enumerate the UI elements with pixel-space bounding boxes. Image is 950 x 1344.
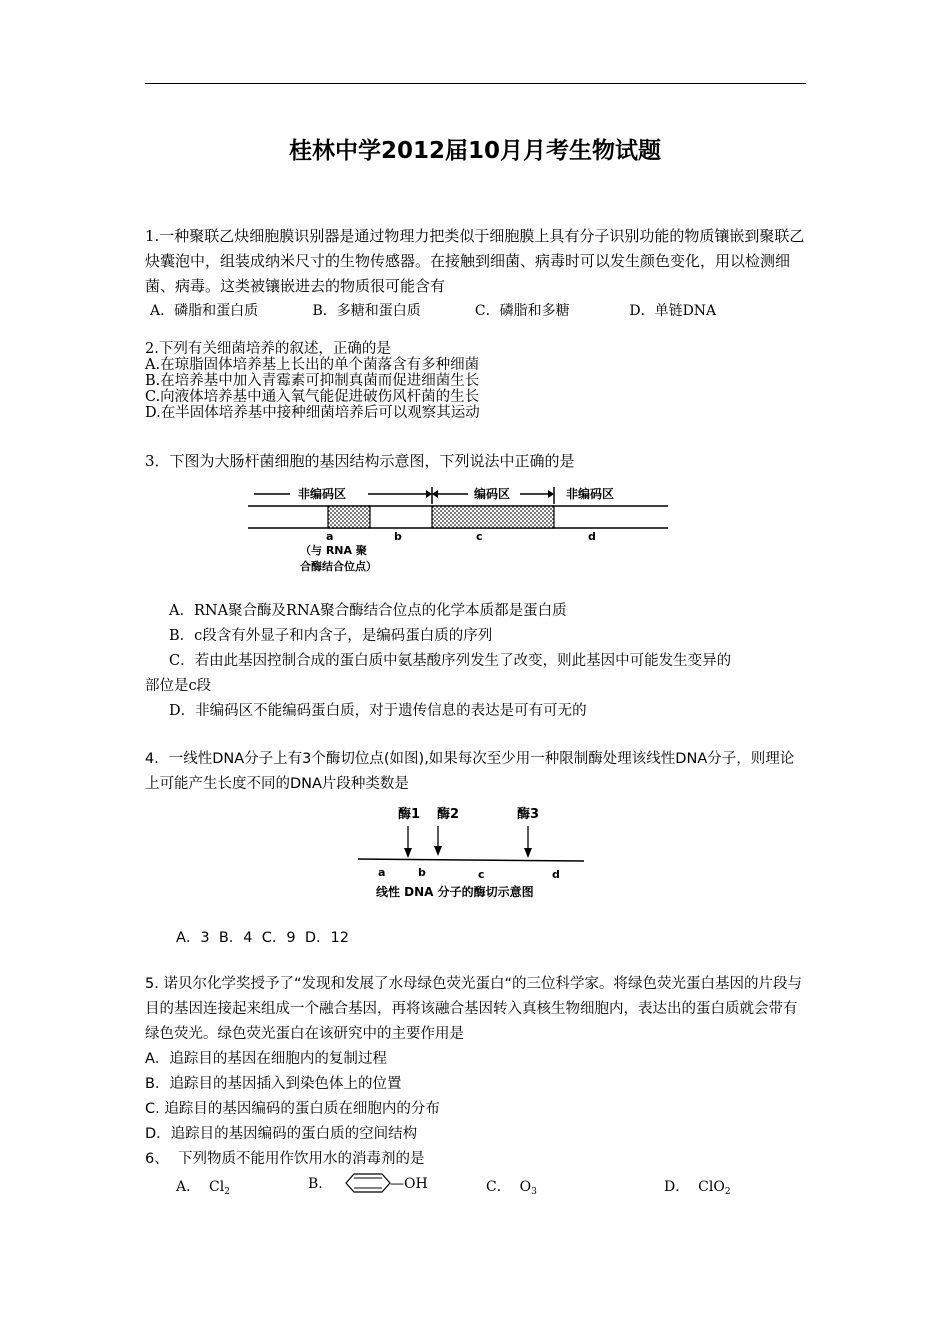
q1-options [150,300,716,320]
q1-option-b: B．多糖和蛋白质 [312,303,421,319]
q5-block [145,972,807,1172]
header-rule [145,83,806,84]
q3-option-b: B．c段含有外显子和内含子，是编码蛋白质的序列 [169,628,493,644]
page-title: 桂林中学2012届10月月考生物试题 [288,138,662,164]
q3-options [145,599,807,724]
q2-option-d: D.在半固体培养基中接种细菌培养后可以观察其运动 [145,405,480,421]
label-b: b [394,530,402,543]
q1-option-d: D．单链DNA [629,303,717,319]
dna-enzyme-cut-diagram [352,800,592,905]
q3-option-c-cont: 部位是c段 [145,678,212,694]
q6-option-b-group: —OH [390,1176,428,1192]
q3-option-a: A．RNA聚合酶及RNA聚合酶结合位点的化学本质都是蛋白质 [169,603,567,619]
dna-diagram-caption: 线性 DNA 分子的酶切示意图 [376,885,534,899]
segment-a-box [328,506,370,528]
q2-option-a: A.在琼脂固体培养基上长出的单个菌落含有多种细菌 [145,357,480,373]
dna-label-c: c [478,868,485,881]
q3-option-d: D．非编码区不能编码蛋白质，对于遗传信息的表达是可有可无的 [169,703,587,719]
q5-option-a: A．追踪目的基因在细胞内的复制过程 [145,1051,387,1067]
label-d: d [588,530,596,543]
enzyme1-label: 酶1 [398,807,421,822]
dna-label-a: a [378,866,386,879]
q6-option-c: C． $O_3$ [486,1179,537,1197]
q1-stem: 1.一种聚联乙炔细胞膜识别器是通过物理力把类似于细胞膜上具有分子识别功能的物质镶嵌到聚联乙炔囊泡中，组装成纳米尺寸的生物传感器。在接触到细菌、病毒时可以发生颜色变化，用以检测细菌、病毒。这类被镶嵌进去的物质很可能含有 [145,227,805,295]
segment-c-box [432,506,554,528]
q2-option-c: C.向液体培养基中通入氧气能促进破伤风杆菌的生长 [145,389,480,405]
note-line-1: （与 RNA 聚 [300,544,367,557]
note-line-2: 合酶结合位点） [300,560,377,573]
q3-option-c: C．若由此基因控制合成的蛋白质中氨基酸序列发生了改变，则此基因中可能发生变异的 [169,653,732,669]
label-c: c [476,530,483,543]
gene-structure-diagram [240,482,670,578]
benzene-ring-icon [338,1170,396,1196]
q5-option-d: D．追踪目的基因编码的蛋白质的空间结构 [145,1126,418,1142]
region-mid-label: 编码区 [474,487,511,501]
q5-option-b: B．追踪目的基因插入到染色体上的位置 [145,1076,402,1092]
dna-label-d: d [552,868,560,881]
q1-option-a: A．磷脂和蛋白质 [150,303,259,319]
q4-options: A．3 B．4 C．9 D．12 [176,930,349,946]
q6-option-b: B. [308,1176,323,1192]
q6-option-d: D． ClO$_2$ [664,1179,731,1197]
q2-option-b: B.在培养基中加入青霉素可抑制真菌而促进细菌生长 [145,373,480,389]
enzyme2-label: 酶2 [437,807,460,822]
q1-option-c: C．磷脂和多糖 [474,303,570,319]
q2-block [145,341,807,421]
q6-stem: 6、 下列物质不能用作饮用水的消毒剂的是 [145,1151,425,1167]
q6-option-a: A． $Cl_2$ [176,1179,230,1197]
q5-option-c: C. 追踪目的基因编码的蛋白质在细胞内的分布 [145,1101,440,1117]
q2-stem: 2.下列有关细菌培养的叙述，正确的是 [145,341,391,357]
label-a: a [326,530,334,543]
region-left-label: 非编码区 [298,487,347,501]
enzyme3-label: 酶3 [517,807,540,822]
q5-stem: 5. 诺贝尔化学奖授予了“发现和发展了水母绿色荧光蛋白“的三位科学家。将绿色荧光蛋白基因的片段与目的基因连接起来组成一个融合基因，再将该融合基因转入真核生物细胞内，表达出的蛋白质就会带有绿色荧光。绿色荧光蛋白在该研究中的主要作用是 [145,976,802,1042]
region-right-label: 非编码区 [566,487,615,501]
q3-stem: 3．下图为大肠杆菌细胞的基因结构示意图，下列说法中正确的是 [145,452,575,470]
dna-label-b: b [418,866,426,879]
q4-stem: 4．一线性DNA分子上有3个酶切位点(如图),如果每次至少用一种限制酶处理该线性DNA分子，则理论上可能产生长度不同的DNA片段种类数是 [145,751,795,792]
